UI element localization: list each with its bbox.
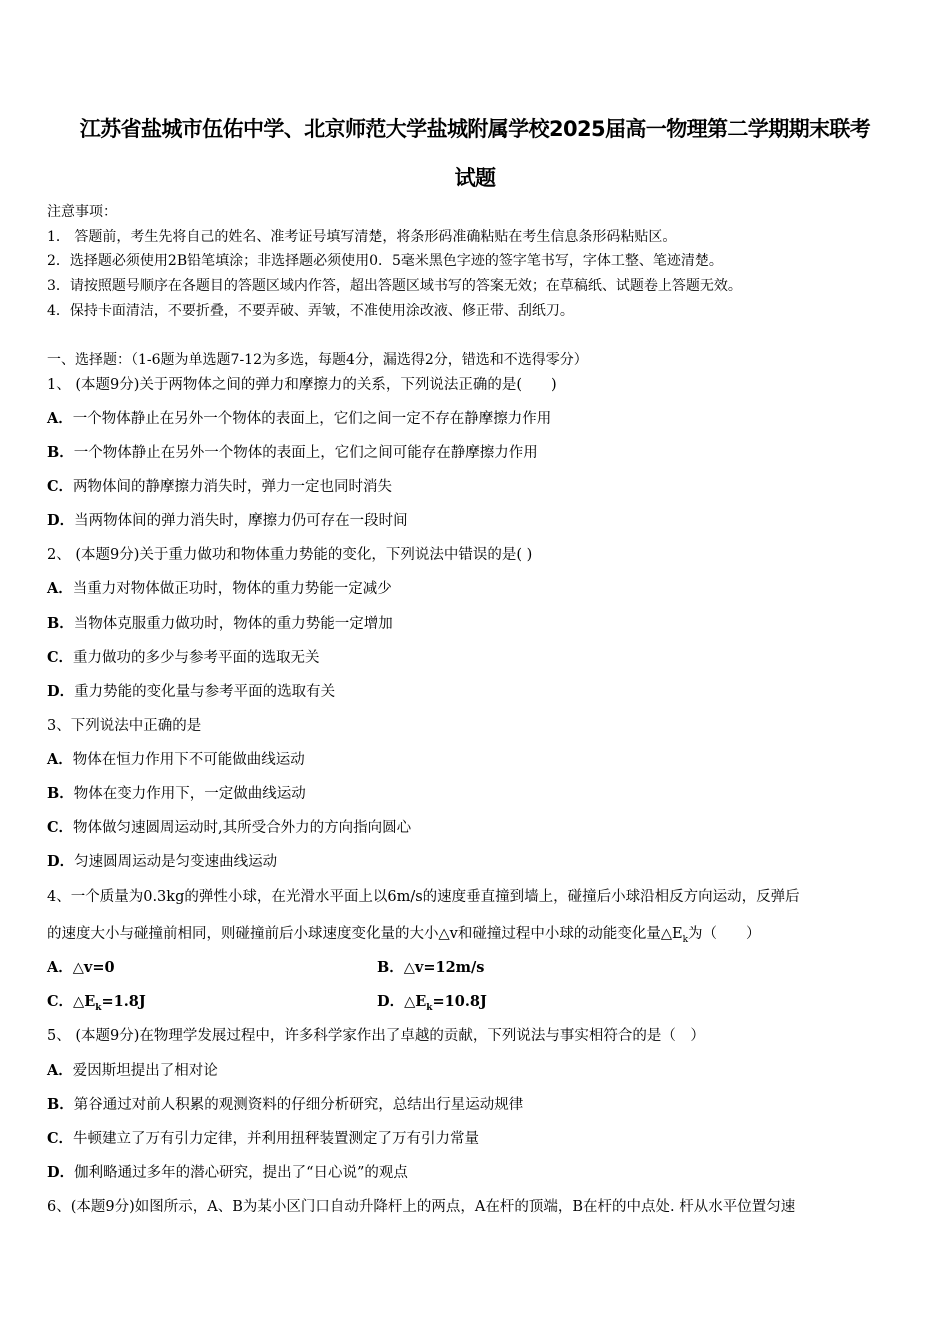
stem-text: 为（ ）	[688, 926, 761, 942]
option-text: △E	[404, 993, 427, 1010]
question-1-option-b	[47, 443, 538, 463]
subscript: k	[426, 1002, 433, 1013]
option-label: C．	[47, 819, 74, 836]
option-text: 重力势能的变化量与参考平面的选取有关	[74, 684, 336, 700]
option-text: 当物体克服重力做功时，物体的重力势能一定增加	[73, 616, 393, 632]
question-4-option-a	[47, 958, 115, 978]
option-label: D．	[47, 853, 75, 870]
exam-title-line2: 试题	[454, 166, 496, 190]
question-1-option-d	[47, 511, 408, 531]
subscript: k	[95, 1002, 102, 1013]
question-3-option-a	[47, 750, 305, 770]
question-2-option-d	[47, 682, 335, 702]
option-label: D．	[47, 683, 75, 700]
question-5-option-d	[47, 1163, 408, 1183]
notice-item: 2．选择题必须使用2B铅笔填涂；非选择题必须使用0．5毫米黑色字迹的签字笔书写，字体工整、笔迹清楚。	[47, 253, 723, 269]
option-text: △v=12m/s	[403, 959, 485, 976]
option-label: A．	[47, 751, 73, 768]
option-label: D．	[47, 512, 75, 529]
question-5-option-c	[47, 1129, 479, 1149]
option-text: 第谷通过对前人积累的观测资料的仔细分析研究，总结出行星运动规律	[73, 1097, 524, 1113]
option-text: △E	[73, 993, 96, 1010]
option-text: 当两物体间的弹力消失时，摩擦力仍可存在一段时间	[74, 513, 408, 529]
notice-item: 4．保持卡面清洁，不要折叠，不要弄破、弄皱，不准使用涂改液、修正带、刮纸刀。	[47, 303, 574, 319]
question-2-option-b	[47, 614, 393, 634]
notice-item: 3．请按照题号顺序在各题目的答题区域内作答，超出答题区域书写的答案无效；在草稿纸、试题卷上答题无效。	[47, 278, 742, 294]
option-label: B．	[47, 1096, 74, 1113]
exam-title-line1: 江苏省盐城市伍佑中学、北京师范大学盐城附属学校2025届高一物理第二学期期末联考	[79, 117, 871, 141]
option-text: 两物体间的静摩擦力消失时，弹力一定也同时消失	[73, 479, 393, 495]
question-4-stem-line1: 4、一个质量为0.3kg的弹性小球，在光滑水平面上以6m/s的速度垂直撞到墙上，碰撞后小球沿相反方向运动，反弹后	[47, 889, 800, 905]
option-text: 物体在恒力作用下不可能做曲线运动	[72, 752, 305, 768]
question-5-option-b	[47, 1095, 523, 1115]
question-3-stem: 3、下列说法中正确的是	[47, 718, 202, 734]
option-label: D．	[47, 1164, 75, 1181]
option-label: A．	[47, 959, 73, 976]
option-text: =1.8J	[101, 993, 146, 1010]
question-6-stem: 6、(本题9分)如图所示，A、B为某小区门口自动升降杆上的两点，A在杆的顶端，B在杆的中点处. 杆从水平位置匀速	[47, 1199, 796, 1215]
option-label: D．	[377, 993, 405, 1010]
question-3-option-b	[47, 784, 306, 804]
option-label: B．	[47, 444, 74, 461]
question-1-stem: 1、 (本题9分)关于两物体之间的弹力和摩擦力的关系，下列说法正确的是( )	[47, 377, 557, 393]
question-5-option-a	[47, 1061, 218, 1081]
section-heading: 一、选择题：（1-6题为单选题7-12为多选，每题4分，漏选得2分，错选和不选得零分）	[47, 352, 588, 368]
option-text: 物体在变力作用下，一定做曲线运动	[73, 786, 306, 802]
question-4-option-d	[377, 992, 487, 1018]
option-label: C．	[47, 649, 74, 666]
option-label: B．	[47, 615, 74, 632]
question-4-stem-line2	[47, 924, 761, 950]
option-label: A．	[47, 580, 73, 597]
option-label: B．	[377, 959, 404, 976]
stem-text: 的速度大小与碰撞前相同，则碰撞前后小球速度变化量的大小△v和碰撞过程中小球的动能变化量△E	[47, 926, 683, 942]
question-2-option-c	[47, 648, 320, 668]
notice-item: 1． 答题前，考生先将自己的姓名、准考证号填写清楚，将条形码准确粘贴在考生信息条形码粘贴区。	[47, 229, 677, 245]
option-label: B．	[47, 785, 74, 802]
option-text: =10.8J	[432, 993, 487, 1010]
option-text: 当重力对物体做正功时，物体的重力势能一定减少	[72, 581, 392, 597]
option-label: C．	[47, 1130, 74, 1147]
option-text: 重力做功的多少与参考平面的选取无关	[73, 650, 320, 666]
option-text: 一个物体静止在另外一个物体的表面上，它们之间一定不存在静摩擦力作用	[72, 411, 552, 427]
option-label: A．	[47, 410, 73, 427]
question-2-stem: 2、 (本题9分)关于重力做功和物体重力势能的变化，下列说法中错误的是( )	[47, 547, 533, 563]
option-text: 牛顿建立了万有引力定律，并利用扭秤装置测定了万有引力常量	[73, 1131, 480, 1147]
question-4-option-b	[377, 958, 484, 978]
question-5-stem: 5、 (本题9分)在物理学发展过程中，许多科学家作出了卓越的贡献，下列说法与事实相符合的是（ ）	[47, 1028, 705, 1044]
option-label: C．	[47, 478, 74, 495]
question-4-option-c	[47, 992, 146, 1018]
option-text: 爱因斯坦提出了相对论	[72, 1063, 218, 1079]
question-3-option-c	[47, 818, 411, 838]
option-text: 匀速圆周运动是匀变速曲线运动	[74, 854, 278, 870]
subscript: k	[682, 934, 689, 945]
option-label: A．	[47, 1062, 73, 1079]
option-text: △v=0	[72, 959, 115, 976]
option-text: 伽利略通过多年的潜心研究，提出了“日心说”的观点	[74, 1165, 408, 1181]
option-text: 物体做匀速圆周运动时,其所受合外力的方向指向圆心	[73, 820, 412, 836]
question-1-option-a	[47, 409, 551, 429]
question-2-option-a	[47, 579, 392, 599]
question-1-option-c	[47, 477, 392, 497]
option-text: 一个物体静止在另外一个物体的表面上，它们之间可能存在静摩擦力作用	[73, 445, 538, 461]
notice-heading: 注意事项：	[47, 204, 117, 220]
option-label: C．	[47, 993, 74, 1010]
question-3-option-d	[47, 852, 277, 872]
